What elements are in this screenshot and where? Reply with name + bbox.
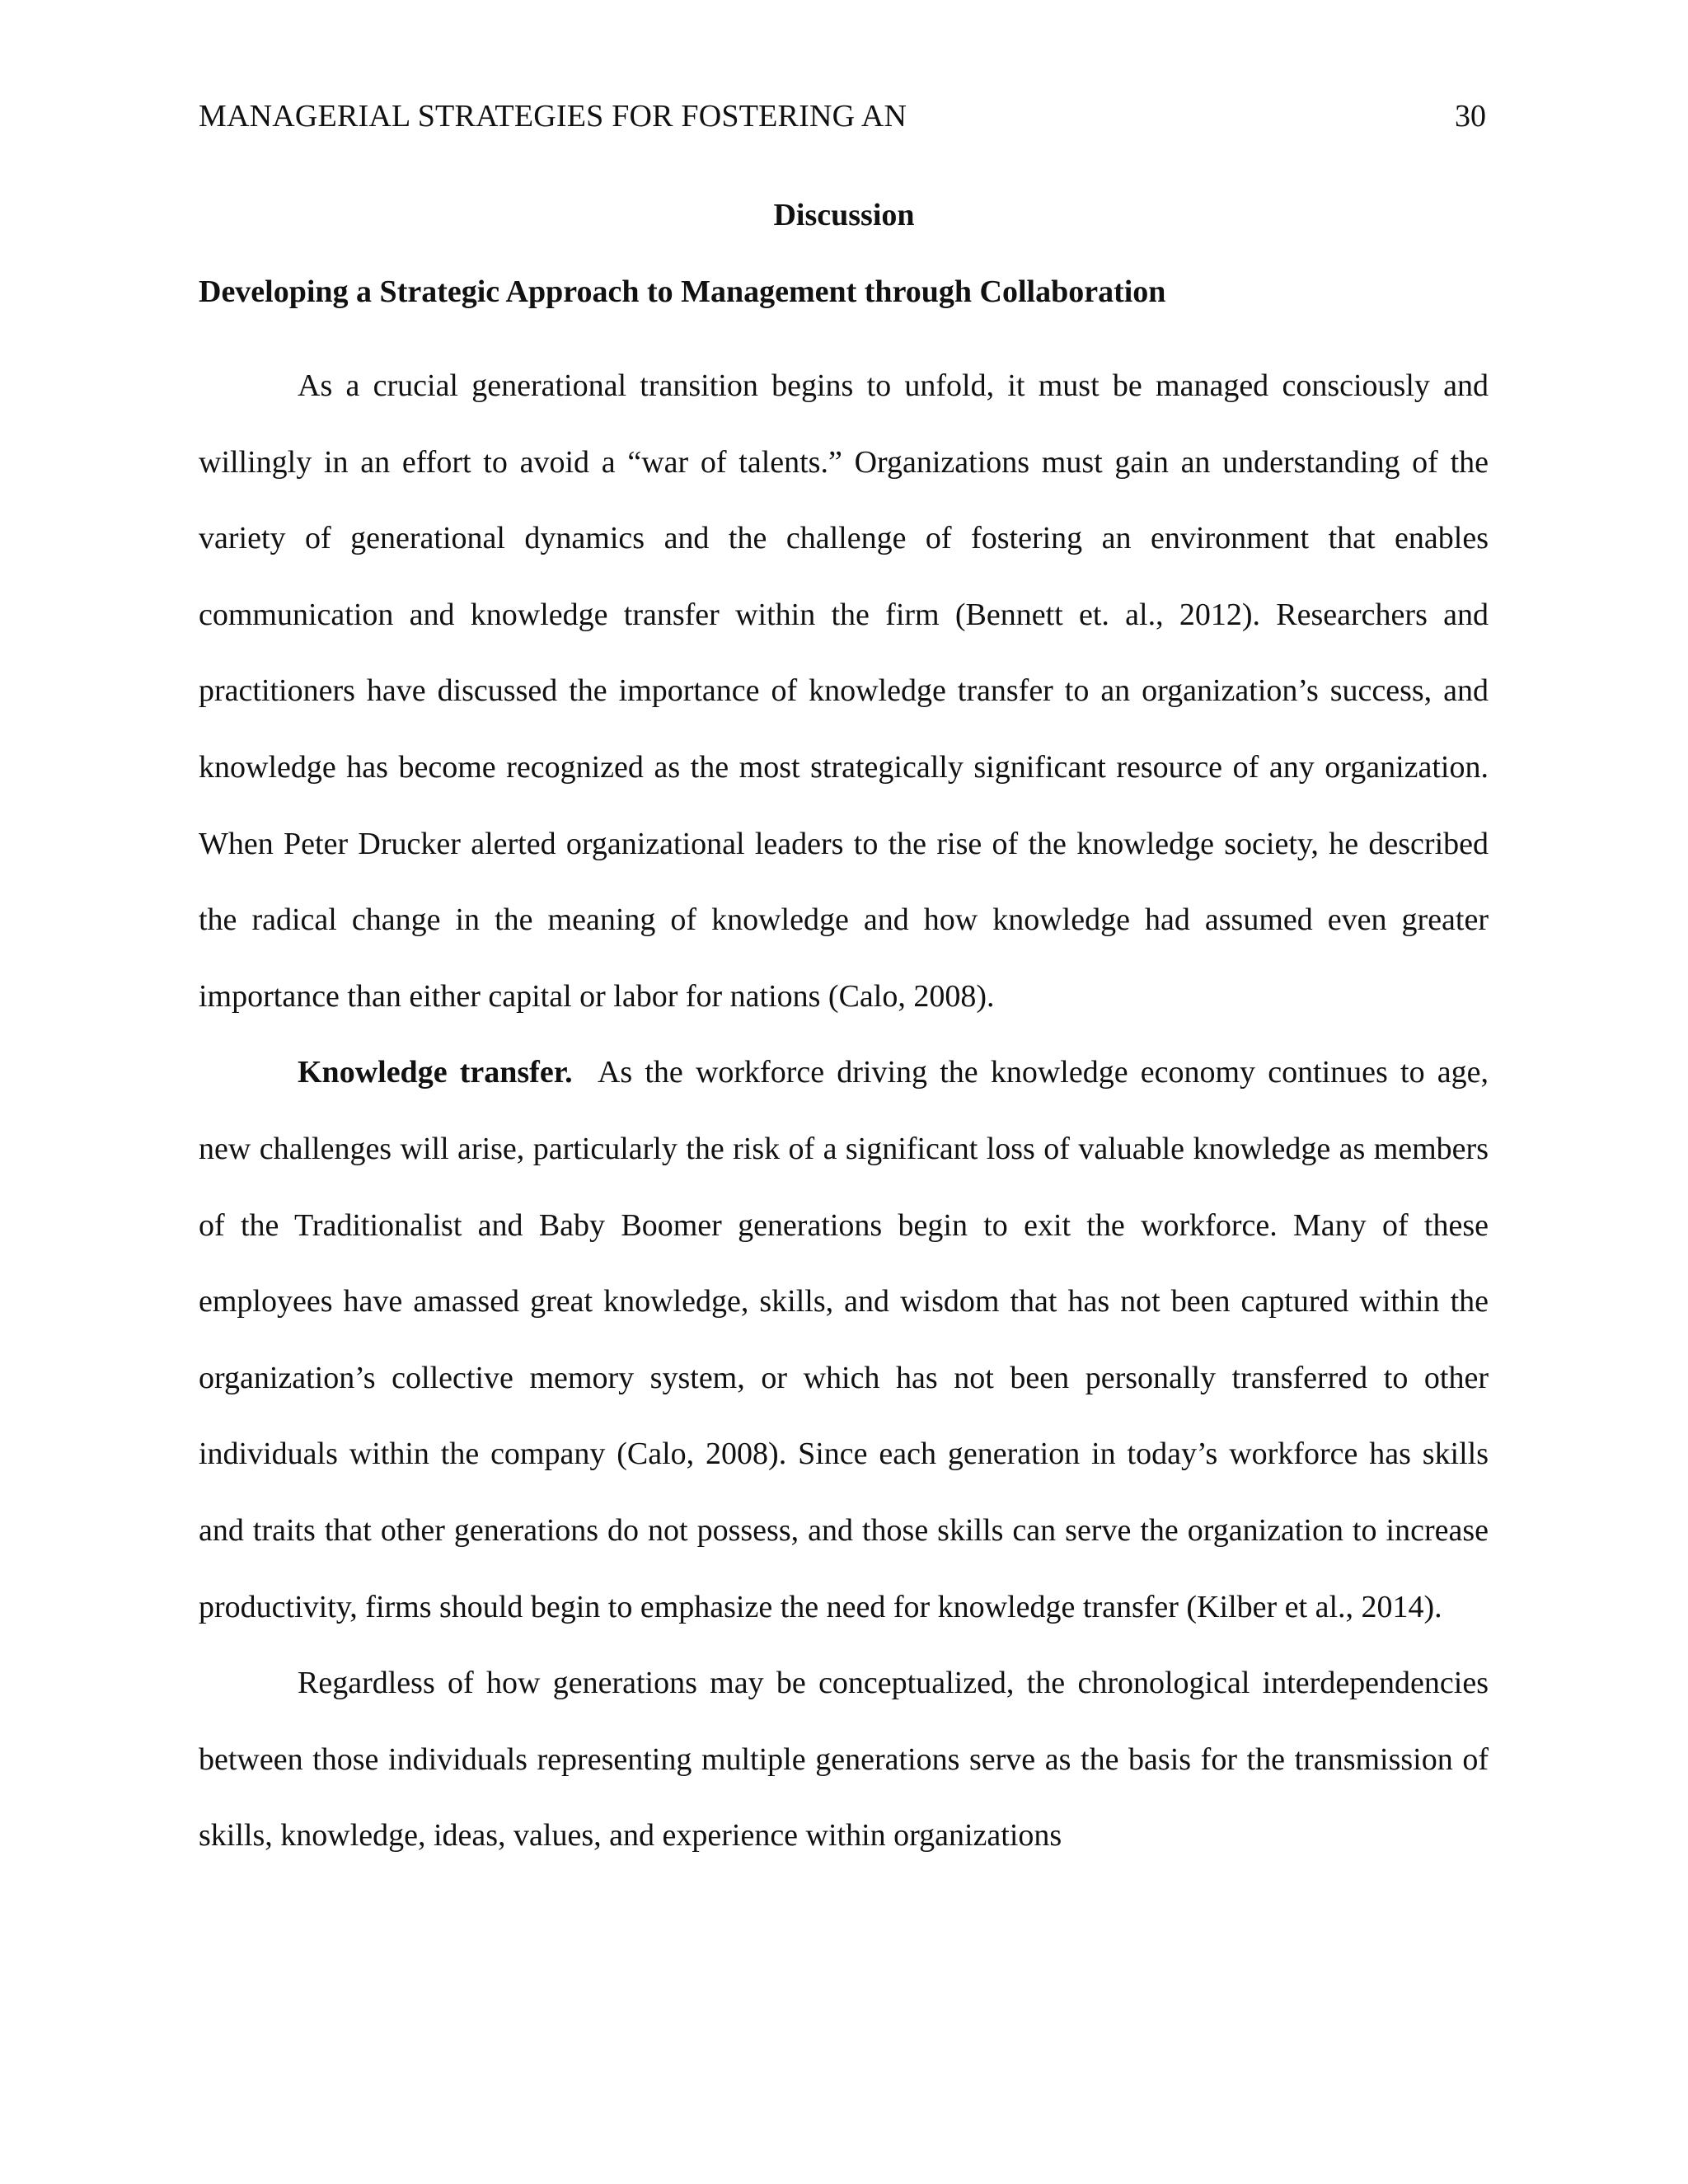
paragraph-1-text: As a crucial generational transition begins to unfold, it must be managed consciously and willingly in an effort to avoid a “war of talents.” Organizations must gain an understanding of the variety of generational dynamics and the challenge of fostering an environment that enables communication and knowledge transfer within the firm (Bennett et. al., 2012). Researchers and practitioners have discussed the importance of knowledge transfer to an organization’s success, and knowledge has become recognized as the most strategically significant resource of any organization. When Peter Drucker alerted organizational leaders to the rise of the knowledge society, he described the radical change in the meaning of knowledge and how knowledge had assumed even greater importance than either capital or labor for nations (Calo, 2008). <box>199 368 1489 1014</box>
running-head: MANAGERIAL STRATEGIES FOR FOSTERING AN <box>199 99 907 134</box>
paragraph-2-text: As the workforce driving the knowledge economy continues to age, new challenges will arise, particularly the risk of a significant loss of valuable knowledge as members of the Traditionalist and Baby Boomer generations begin to exit the workforce. Many of these employees have amassed great knowledge, skills, and wisdom that has not been captured within the organization’s collective memory system, or which has not been personally transferred to other individuals within the company (Calo, 2008). Since each generation in today’s workforce has skills and traits that other generations do not possess, and those skills can serve the organization to increase productivity, firms should begin to emphasize the need for knowledge transfer (Kilber et al., 2014). <box>199 1055 1489 1624</box>
run-in-heading-knowledge-transfer: Knowledge transfer. <box>298 1055 573 1090</box>
paragraph-1 <box>199 348 1489 1034</box>
paragraph-3 <box>199 1645 1489 1874</box>
paragraph-3-text: Regardless of how generations may be conceptualized, the chronological interdependencies between those individuals representing multiple generations serve as the basis for the transmission of skills, knowledge, ideas, values, and experience within organizations <box>199 1666 1489 1854</box>
subsection-title: Developing a Strategic Approach to Management through Collaboration <box>199 274 1166 309</box>
paragraph-2 <box>199 1034 1489 1645</box>
section-title: Discussion <box>773 198 915 232</box>
body-text <box>199 348 1489 1874</box>
page-number: 30 <box>1455 99 1486 134</box>
